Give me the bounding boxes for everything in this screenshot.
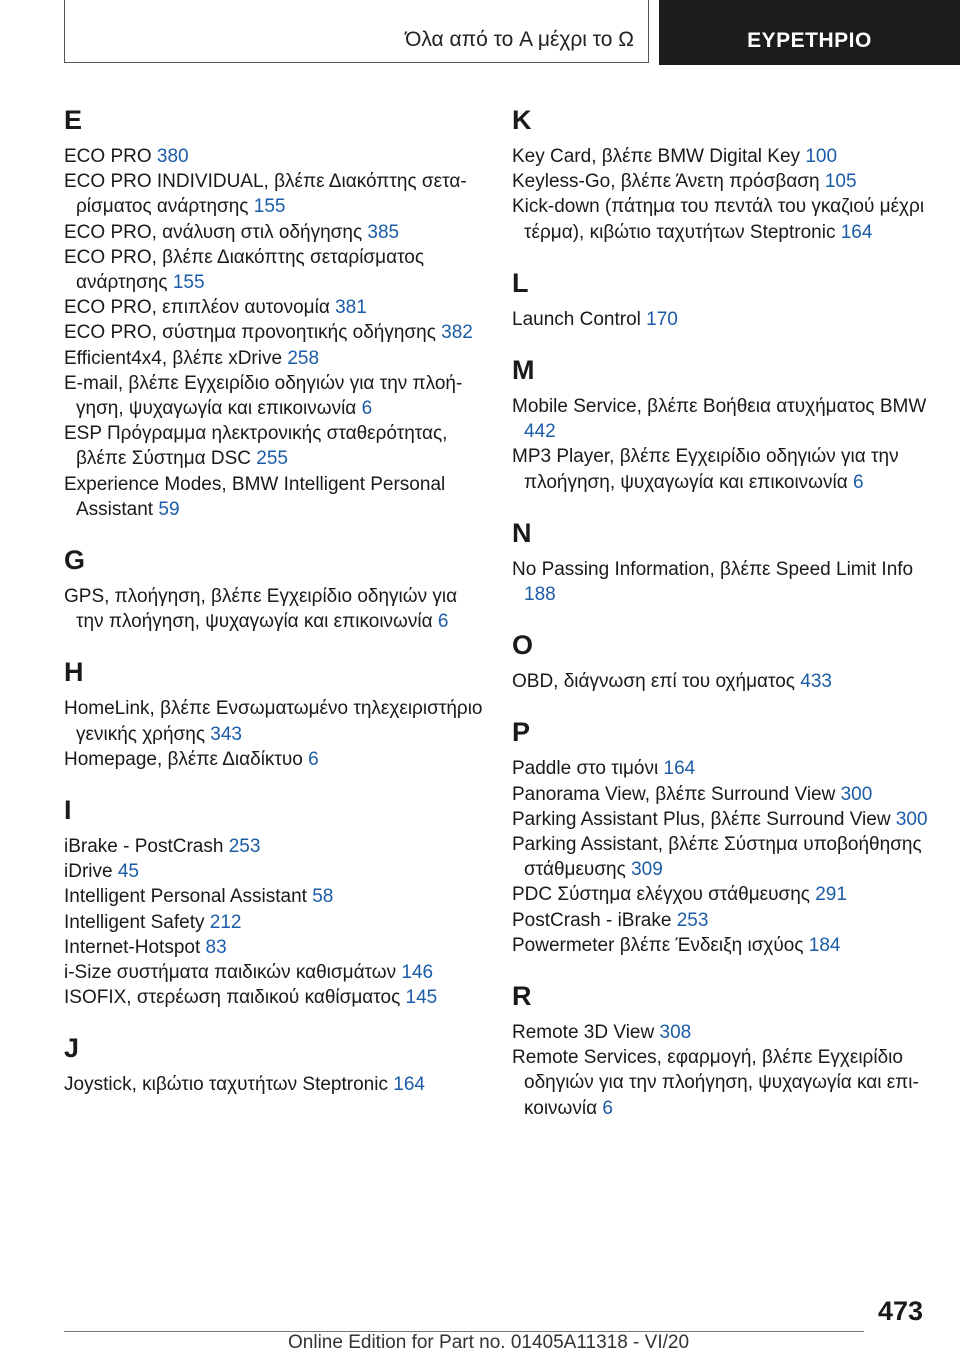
index-entry-term: ECO PRO, επιπλέον αυτονομία — [64, 297, 336, 319]
index-entry-page-link[interactable]: 164 — [663, 758, 696, 780]
index-entry-page-link[interactable]: 309 — [631, 859, 663, 881]
index-entry-page-link[interactable]: 58 — [312, 886, 334, 908]
index-letter-heading: I — [64, 795, 72, 826]
page-number: 473 — [878, 1296, 924, 1326]
index-entry — [512, 832, 932, 882]
index-entry-term: ECO PRO — [64, 146, 157, 167]
index-entry-term: PostCrash - iBrake — [512, 909, 677, 931]
index-entry — [512, 807, 932, 832]
index-entry — [64, 910, 484, 935]
index-letter-heading: J — [64, 1033, 80, 1064]
index-entry-page-link[interactable]: 6 — [361, 398, 373, 420]
index-entry-page-link[interactable]: 105 — [824, 171, 857, 193]
index-entry — [512, 144, 932, 169]
index-entry-page-link[interactable]: 381 — [335, 297, 367, 319]
index-entry-page-link[interactable]: 155 — [172, 272, 205, 294]
index-entry-term: Efficient4x4, βλέπε xDrive — [64, 347, 288, 369]
index-entry — [64, 696, 484, 746]
index-entry — [64, 320, 484, 345]
index-entry-term: Experience Modes, BMW Intelligent Personal Assistant — [64, 473, 446, 520]
index-entry-term: ECO PRO, σύστημα προνοητικής οδήγησης — [64, 322, 442, 344]
index-entry-page-link[interactable]: 382 — [441, 322, 473, 344]
index-entry-page-link[interactable]: 253 — [676, 909, 709, 931]
index-entry — [64, 747, 484, 772]
index-entry-term: MP3 Player, βλέπε Εγχειρίδιο οδηγιών για την πλοήγηση, ψυχαγωγία και επικοινωνία — [512, 446, 899, 493]
header-section-label: ΕΥΡΕΤΗΡΙΟ — [659, 0, 960, 65]
index-entry-term: No Passing Information, βλέπε Speed Limit Info — [512, 558, 914, 580]
index-entry-page-link[interactable]: 291 — [815, 884, 847, 906]
index-entry-page-link[interactable]: 184 — [808, 934, 841, 956]
index-column-left — [64, 96, 484, 1098]
index-column-right — [512, 96, 932, 1121]
index-entry — [512, 557, 932, 607]
index-entry-term: i-Size συστήματα παιδικών καθισμάτων — [64, 962, 402, 984]
index-entry-term: GPS, πλοήγηση, βλέπε Εγχειρίδιο οδηγιών για την πλοήγηση, ψυχαγωγία και επικοινωνία — [64, 586, 458, 633]
index-entry-page-link[interactable]: 170 — [646, 308, 678, 330]
index-entry-term: Powermeter βλέπε Ένδειξη ισχύος — [512, 934, 809, 956]
index-entry-page-link[interactable]: 6 — [437, 611, 449, 633]
index-entry-term: iDrive — [64, 861, 118, 883]
header-tab-title: Όλα από το A μέχρι το Ω — [64, 0, 649, 63]
index-letter-heading: P — [512, 717, 531, 748]
index-entry — [64, 834, 484, 859]
index-entry — [64, 371, 484, 421]
index-entry-page-link[interactable]: 146 — [401, 962, 434, 984]
index-entry-page-link[interactable]: 255 — [256, 448, 288, 470]
index-entry — [64, 1072, 484, 1097]
index-entry-page-link[interactable]: 300 — [895, 808, 928, 830]
index-letter-heading: O — [512, 630, 534, 661]
index-entry-term: ISOFIX, στερέωση παιδικού καθίσματος — [64, 987, 406, 1009]
index-entry — [64, 985, 484, 1010]
index-entry — [512, 194, 932, 244]
index-letter-heading: E — [64, 105, 83, 135]
index-entry — [512, 756, 932, 781]
index-entry-term: Paddle στο τιμόνι — [512, 758, 664, 780]
index-entry — [512, 882, 932, 907]
index-entry-page-link[interactable]: 343 — [210, 723, 242, 745]
index-entry-page-link[interactable]: 155 — [253, 196, 286, 218]
index-entry — [512, 394, 932, 444]
index-entry-page-link[interactable]: 100 — [805, 146, 838, 167]
index-entry-page-link[interactable]: 442 — [524, 421, 556, 443]
index-entry — [64, 295, 484, 320]
index-entry — [64, 584, 484, 634]
index-entry — [64, 960, 484, 985]
index-entry-page-link[interactable]: 385 — [367, 221, 400, 243]
index-letter-heading: M — [512, 355, 535, 386]
index-entry-term: Parking Assistant Plus, βλέπε Surround View — [512, 808, 896, 830]
index-entry-term: Internet-Hotspot — [64, 936, 206, 958]
index-letter-heading: H — [64, 657, 84, 688]
index-entry-page-link[interactable]: 164 — [393, 1074, 425, 1096]
index-entry-page-link[interactable]: 308 — [659, 1022, 692, 1044]
index-entry-page-link[interactable]: 59 — [158, 498, 180, 520]
index-letter-heading: G — [64, 545, 86, 576]
index-letter-heading: K — [512, 105, 532, 135]
index-entry — [512, 1045, 932, 1121]
index-entry — [512, 908, 932, 933]
index-entry-term: ECO PRO INDIVIDUAL, βλέπε Διακόπτης σεταρίσματος ανάρτησης — [64, 171, 467, 218]
index-entry-term: Intelligent Safety — [64, 911, 210, 933]
index-letter-heading: N — [512, 517, 532, 548]
index-entry-page-link[interactable]: 433 — [800, 671, 832, 693]
footer-watermark — [702, 1332, 960, 1354]
index-entry-term: Remote 3D View — [512, 1022, 660, 1044]
index-entry-page-link[interactable]: 6 — [853, 471, 864, 493]
index-entry — [64, 169, 484, 219]
index-entry-term: PDC Σύστημα ελέγχου στάθμευσης — [512, 884, 816, 906]
index-entry-term: Joystick, κιβώτιο ταχυτήτων Steptronic — [64, 1074, 394, 1096]
index-entry-term: E-mail, βλέπε Εγχειρίδιο οδηγιών για την πλοήγηση, ψυχαγωγία και επικοινωνία — [64, 372, 463, 420]
index-entry-page-link[interactable]: 6 — [308, 748, 319, 770]
index-entry-term: Homepage, βλέπε Διαδίκτυο — [64, 748, 309, 770]
index-entry — [512, 1020, 932, 1045]
index-entry-term: Kick-down (πάτημα του πεντάλ του γκαζιού μέχρι τέρμα), κιβώτιο ταχυτήτων Steptronic — [512, 196, 925, 243]
index-entry-term: Panorama View, βλέπε Surround View — [512, 783, 841, 805]
index-entry — [512, 444, 932, 494]
index-entry-term: Intelligent Personal Assistant — [64, 886, 313, 908]
index-entry-term: iBrake - PostCrash — [64, 836, 229, 858]
index-entry-page-link[interactable]: 83 — [205, 936, 227, 958]
index-entry-term: OBD, διάγνωση επί του οχήματος — [512, 671, 801, 693]
index-entry — [512, 782, 932, 807]
index-entry — [64, 884, 484, 909]
index-entry — [64, 144, 484, 169]
index-entry-page-link[interactable]: 380 — [156, 146, 189, 167]
index-entry-term: ECO PRO, βλέπε Διακόπτης σεταρίσματος ανάρτησης — [64, 246, 425, 294]
index-entry-term: Keyless-Go, βλέπε Άνετη πρόσβαση — [512, 171, 825, 193]
index-entry-page-link[interactable]: 258 — [287, 347, 320, 369]
index-entry-term: Launch Control — [512, 308, 647, 330]
index-entry — [64, 421, 484, 471]
index-entry-page-link[interactable]: 45 — [117, 861, 139, 883]
index-entry-term: Mobile Service, βλέπε Βοήθεια ατυχήματος BMW — [512, 396, 927, 418]
index-entry-term: Remote Services, εφαρμογή, βλέπε Εγχειρίδιο οδηγιών για την πλοήγηση, ψυχαγωγία και επικοινωνία — [512, 1047, 919, 1119]
index-entry-term: Key Card, βλέπε BMW Digital Key — [512, 146, 806, 167]
index-entry — [64, 935, 484, 960]
index-entry-page-link[interactable]: 300 — [840, 783, 873, 805]
index-entry-term: Parking Assistant, βλέπε Σύστημα υποβοήθησης στάθμευσης — [512, 834, 922, 881]
index-letter-heading: L — [512, 267, 529, 298]
index-entry-page-link[interactable]: 6 — [602, 1097, 613, 1119]
index-entry — [64, 220, 484, 245]
index-entry — [512, 933, 932, 958]
index-entry — [512, 307, 932, 332]
index-entry-page-link[interactable]: 145 — [405, 987, 438, 1009]
index-entry-page-link[interactable]: 212 — [209, 911, 242, 933]
index-entry-term: ESP Πρόγραμμα ηλεκτρονικής σταθερότητας, βλέπε Σύστημα DSC — [64, 423, 448, 470]
footer-edition-text: Online Edition for Part no. 01405A11318 - VI/20 — [288, 1332, 690, 1353]
index-entry-page-link[interactable]: 253 — [228, 836, 261, 858]
index-entry — [64, 245, 484, 295]
index-entry-term: ECO PRO, ανάλυση στιλ οδήγησης — [64, 221, 368, 243]
index-entry — [512, 169, 932, 194]
page-header — [0, 0, 960, 66]
index-entry-page-link[interactable]: 164 — [840, 221, 873, 243]
index-letter-heading: R — [512, 981, 532, 1012]
index-entry — [64, 346, 484, 371]
index-entry-page-link[interactable]: 188 — [524, 584, 556, 606]
index-entry-term: HomeLink, βλέπε Ενσωματωμένο τηλεχειριστήριο γενικής χρήσης — [64, 698, 483, 745]
index-entry — [64, 472, 484, 522]
index-entry — [512, 669, 932, 694]
index-entry — [64, 859, 484, 884]
